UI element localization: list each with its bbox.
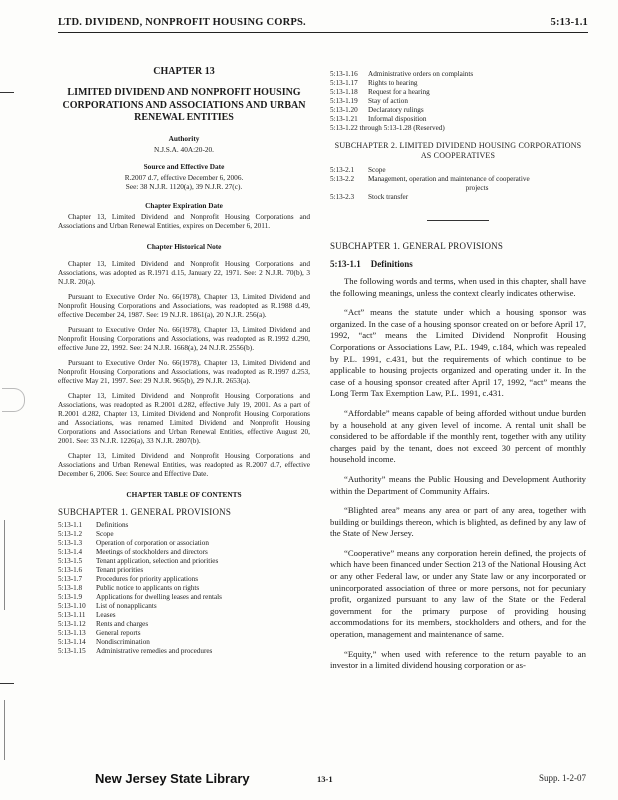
paragraph: “Cooperative” means any corporation herein defined, the projects of which have been financed under Section 213 of the National Housing Act or any other Federal law, or under any State law or any incorporated or unincorporated association of three or more persons, not for pecuniary profit, organized pursuant to any law of the State or the Federal government for the primary purpose of providing housing accommodations for its members, stockholders and others, and for the operation, management and maintenance of same.	[330, 547, 586, 640]
toc-item: 5:13-1.10 List of nonapplicants	[58, 601, 157, 610]
toc-item: 5:13-1.15 Administrative remedies and procedures	[58, 646, 213, 655]
page-footer	[0, 771, 618, 789]
toc-item: 5:13-1.20 Declaratory rulings	[330, 106, 424, 114]
toc-item: 5:13-1.13 General reports	[58, 628, 141, 637]
header-title: LTD. DIVIDEND, NONPROFIT HOUSING CORPS.	[58, 17, 306, 28]
toc-item: 5:13-1.17 Rights to hearing	[330, 79, 418, 87]
chapter-title: LIMITED DIVIDEND AND NONPROFIT HOUSING CORPORATIONS AND ASSOCIATIONS AND URBAN RENEWAL ENTITIES	[62, 87, 306, 123]
toc-item: 5:13-1.9 Applications for dwelling leases and rentals	[58, 592, 222, 601]
source-line: R.2007 d.7, effective December 6, 2006.	[124, 172, 244, 182]
toc-item: 5:13-1.6 Tenant priorities	[58, 565, 144, 574]
paragraph: “Affordable” means capable of being afforded without undue burden by a household at any given level of income. A rental unit shall be considered to be affordable if the monthly rent, together with any utility charges paid by the tenant, does not exceed 30 percent of monthly household income.	[330, 407, 586, 465]
section-number: 5:13-1.1	[330, 259, 361, 269]
authority-heading: Authority	[168, 133, 200, 143]
history-note: Pursuant to Executive Order No. 66(1978), Chapter 13, Limited Dividend and Nonprofit Housing Corporations and Associations, was readopted as R.1997 d.253, effective May 21, 1997. See: 29 N.J.R. 965(b), 29 N.J.R. 2653(a).	[58, 357, 310, 385]
toc-item: 5:13-2.2 Management, operation and maintenance of cooperative	[330, 175, 530, 183]
toc-item: 5:13-1.18 Request for a hearing	[330, 88, 430, 96]
toc-item: 5:13-1.12 Rents and charges	[58, 619, 149, 628]
margin-mark	[0, 683, 14, 690]
margin-mark	[0, 92, 14, 99]
expiration-text: Chapter 13, Limited Dividend and Nonprofit Housing Corporations and Associations and Urban Renewal Entities, expires on December 6, 2011.	[58, 211, 310, 230]
scan-edge	[4, 700, 5, 760]
toc-item: 5:13-1.7 Procedures for priority applications	[58, 574, 198, 583]
section-heading	[330, 259, 586, 269]
toc-item: 5:13-2.3 Stock transfer	[330, 193, 409, 201]
toc-item: 5:13-1.21 Informal disposition	[330, 115, 427, 123]
toc-item: 5:13-1.19 Stay of action	[330, 97, 408, 105]
running-header	[58, 14, 588, 33]
toc-item: 5:13-1.11 Leases	[58, 610, 116, 619]
paragraph: “Act” means the statute under which a housing sponsor was organized. In the case of a housing sponsor created on or before April 17, 1992, “act” means the Limited Dividend Nonprofit Housing Corporations or Associations Law, P.L. 1949, c.184, which was repealed by P.L. 1991, c.431, but the requirements of which continue to be applicable to housing projects organized and operating under it. In the case of a housing sponsor created after April 17, 1992, “act” means the Long Term Tax Exemption Law, P.L. 1991, c.431.	[330, 307, 586, 399]
history-note: Chapter 13, Limited Dividend and Nonprofit Housing Corporations and Associations, was readopted as R.2001 d.282, effective July 19, 2001. As a part of R.2001 d.282, Chapter 13, Limited Dividend and Nonprofit Housing Corporations and Associations, was renamed Limited Dividend and Nonprofit Housing Corporations and Associations and Urban Renewal Entities, effective August 20, 2001. See: 33 N.J.R. 1226(a), 33 N.J.R. 2807(b).	[58, 390, 310, 445]
toc-list-continued	[330, 70, 586, 133]
scan-edge	[4, 520, 5, 610]
paragraph: “Authority” means the Public Housing and Development Authority within the Department of Community Affairs.	[330, 473, 586, 496]
toc-item: 5:13-1.2 Scope	[58, 529, 114, 538]
page-number: 13-1	[317, 774, 333, 784]
source-heading: Source and Effective Date	[143, 161, 225, 171]
toc-item: 5:13-1.14 Nondiscrimination	[58, 637, 150, 646]
right-column	[330, 70, 586, 680]
toc-list	[58, 521, 310, 656]
expiration-heading: Chapter Expiration Date	[145, 200, 223, 210]
subchapter-1-heading: SUBCHAPTER 1. GENERAL PROVISIONS	[330, 241, 504, 251]
history-heading: Chapter Historical Note	[146, 241, 222, 251]
toc-item: 5:13-1.16 Administrative orders on complaints	[330, 70, 474, 78]
header-section: 5:13-1.1	[550, 17, 588, 28]
history-note: Chapter 13, Limited Dividend and Nonprofit Housing Corporations and Associations, was adopted as R.1971 d.15, January 22, 1971. See: 2 N.J.R. 70(b), 3 N.J.R. 20(a).	[58, 258, 310, 286]
punch-hole	[2, 388, 25, 412]
subchapter-heading: SUBCHAPTER 1. GENERAL PROVISIONS	[58, 506, 232, 517]
toc-list-subchapter-2	[330, 166, 586, 202]
toc-item-continuation: projects	[465, 184, 489, 192]
history-note: Pursuant to Executive Order No. 66(1978), Chapter 13, Limited Dividend and Nonprofit Housing Corporations and Associations, was readopted as R.1992 d.290, effective June 22, 1992. See: 24 N.J.R. 1668(a), 24 N.J.R. 2556(b).	[58, 324, 310, 352]
paragraph: “Equity,” when used with reference to the return payable to an investor in a limited dividend housing corporation or as-	[330, 648, 586, 671]
toc-item: 5:13-1.5 Tenant application, selection and priorities	[58, 556, 219, 565]
toc-item: 5:13-1.22 through 5:13-1.28 (Reserved)	[330, 124, 445, 132]
paragraph: “Blighted area” means any area or part of any area, together with building or buildings thereon, which is blighted, as defined by any law of the State of New Jersey.	[330, 505, 586, 539]
authority-text: N.J.S.A. 40A:20-20.	[154, 144, 214, 154]
left-column	[58, 66, 310, 656]
chapter-number: CHAPTER 13	[153, 66, 215, 77]
toc-heading: CHAPTER TABLE OF CONTENTS	[126, 489, 242, 499]
paragraph: The following words and terms, when used in this chapter, shall have the following meanings, unless the context clearly indicates otherwise.	[330, 276, 586, 298]
supplement-date: Supp. 1-2-07	[539, 773, 586, 783]
toc-item: 5:13-1.8 Public notice to applicants on rights	[58, 583, 200, 592]
library-logo: New Jersey State Library	[95, 771, 250, 786]
section-divider	[427, 220, 489, 221]
toc-item: 5:13-1.3 Operation of corporation or association	[58, 538, 209, 547]
source-line: See: 38 N.J.R. 1120(a), 39 N.J.R. 27(c).	[125, 181, 243, 191]
subchapter-2-heading: SUBCHAPTER 2. LIMITED DIVIDEND HOUSING CORPORATIONS AS COOPERATIVES	[334, 141, 582, 160]
toc-item: 5:13-1.4 Meetings of stockholders and directors	[58, 547, 208, 556]
toc-item: 5:13-2.1 Scope	[330, 166, 386, 174]
toc-item: 5:13-1.1 Definitions	[58, 520, 129, 529]
history-note: Pursuant to Executive Order No. 66(1978), Chapter 13, Limited Dividend and Nonprofit Housing Corporations and Associations, was readopted as R.1988 d.49, effective December 24, 1987. See: 19 N.J.R. 1861(a), 20 N.J.R. 256(a).	[58, 291, 310, 319]
history-note: Chapter 13, Limited Dividend and Nonprofit Housing Corporations and Associations and Urban Renewal Entities, was readopted as R.2007 d.7, effective December 6, 2006. See: Source and Effective Date.	[58, 450, 310, 478]
section-title: Definitions	[370, 259, 413, 269]
